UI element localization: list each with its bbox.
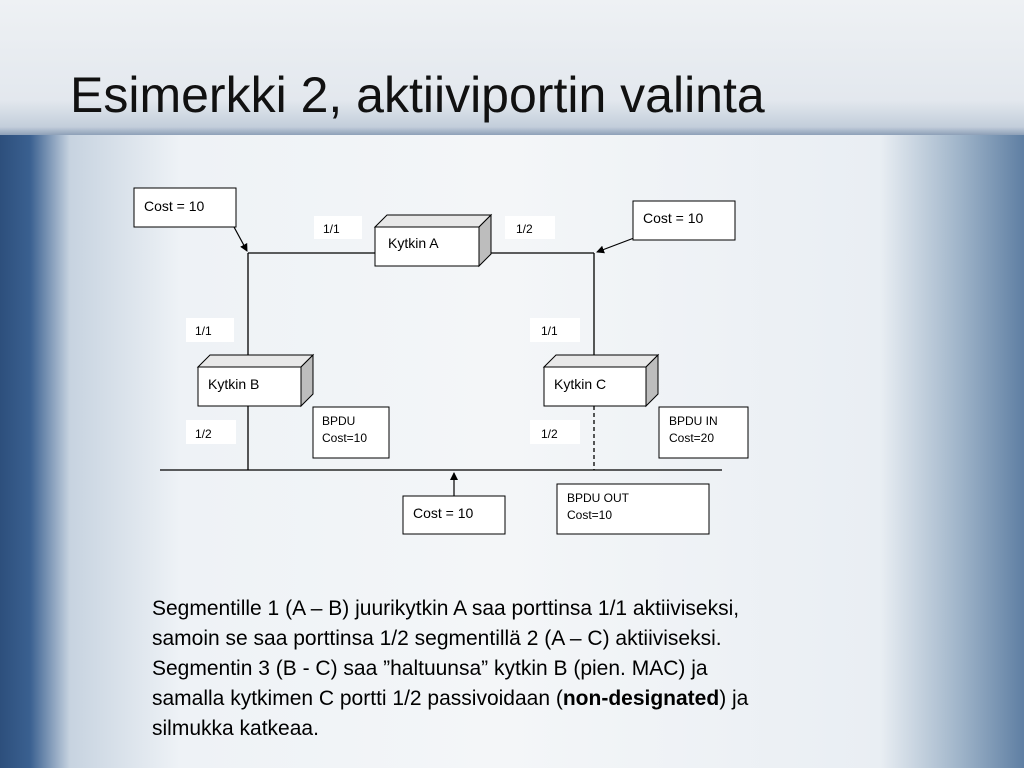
port-c-1-text: 1/1	[541, 324, 558, 338]
cost-box-top-left	[134, 188, 236, 227]
caption-line-1: Segmentille 1 (A – B) juurikytkin A saa porttinsa 1/1 aktiiviseksi,	[152, 597, 740, 620]
cost-box-bottom	[403, 496, 505, 534]
bpdu-out-box	[557, 484, 709, 534]
bpdu-in-line2: Cost=20	[669, 431, 715, 445]
port-c-2-text: 1/2	[541, 427, 558, 441]
port-b-2-text: 1/2	[195, 427, 212, 441]
caption-line-4-pre: samalla kytkimen C portti 1/2 passivoidaan (	[152, 687, 563, 710]
cost-box-top-right	[633, 201, 735, 240]
bpdu-in-box	[659, 407, 748, 458]
caption-bold-term: non-designated	[562, 687, 720, 710]
slide-title: Esimerkki 2, aktiiviportin valinta	[70, 67, 765, 123]
bpdu-out-line2: Cost=10	[567, 508, 613, 522]
explanation-text	[152, 594, 912, 744]
port-label-b-1	[186, 318, 234, 342]
switch-b-label: Kytkin B	[208, 376, 260, 392]
switch-a-label: Kytkin A	[388, 235, 439, 251]
arrow-cost-top-left	[234, 227, 247, 251]
port-b-1-text: 1/1	[195, 324, 212, 338]
port-a-2-text: 1/2	[516, 222, 533, 236]
arrow-cost-top-right	[597, 238, 634, 252]
caption-line-3: Segmentin 3 (B - C) saa ”haltuunsa” kytkin B (pien. MAC) ja	[152, 657, 708, 680]
caption-line-2: samoin se saa porttinsa 1/2 segmentillä 2 (A – C) aktiiviseksi.	[152, 627, 722, 650]
switch-c	[544, 355, 658, 406]
port-label-a-2	[505, 216, 555, 239]
port-label-b-2	[186, 420, 236, 444]
port-label-a-1	[314, 216, 362, 239]
cost-bottom-text: Cost = 10	[413, 505, 474, 521]
switch-c-label: Kytkin C	[554, 376, 607, 392]
cost-top-right-text: Cost = 10	[643, 210, 704, 226]
port-label-c-1	[530, 318, 580, 342]
bpdu-b-line2: Cost=10	[322, 431, 368, 445]
port-a-1-text: 1/1	[323, 222, 340, 236]
switch-b	[198, 355, 313, 406]
bpdu-box-b	[313, 407, 389, 458]
switch-a	[375, 215, 491, 266]
cost-top-left-text: Cost = 10	[144, 198, 205, 214]
caption-line-4-post: ) ja	[719, 687, 749, 710]
caption-line-5: silmukka katkeaa.	[152, 717, 319, 740]
port-label-c-2	[530, 420, 580, 444]
bpdu-in-line1: BPDU IN	[669, 414, 718, 428]
bpdu-b-line1: BPDU	[322, 414, 356, 428]
bpdu-out-line1: BPDU OUT	[567, 491, 630, 505]
